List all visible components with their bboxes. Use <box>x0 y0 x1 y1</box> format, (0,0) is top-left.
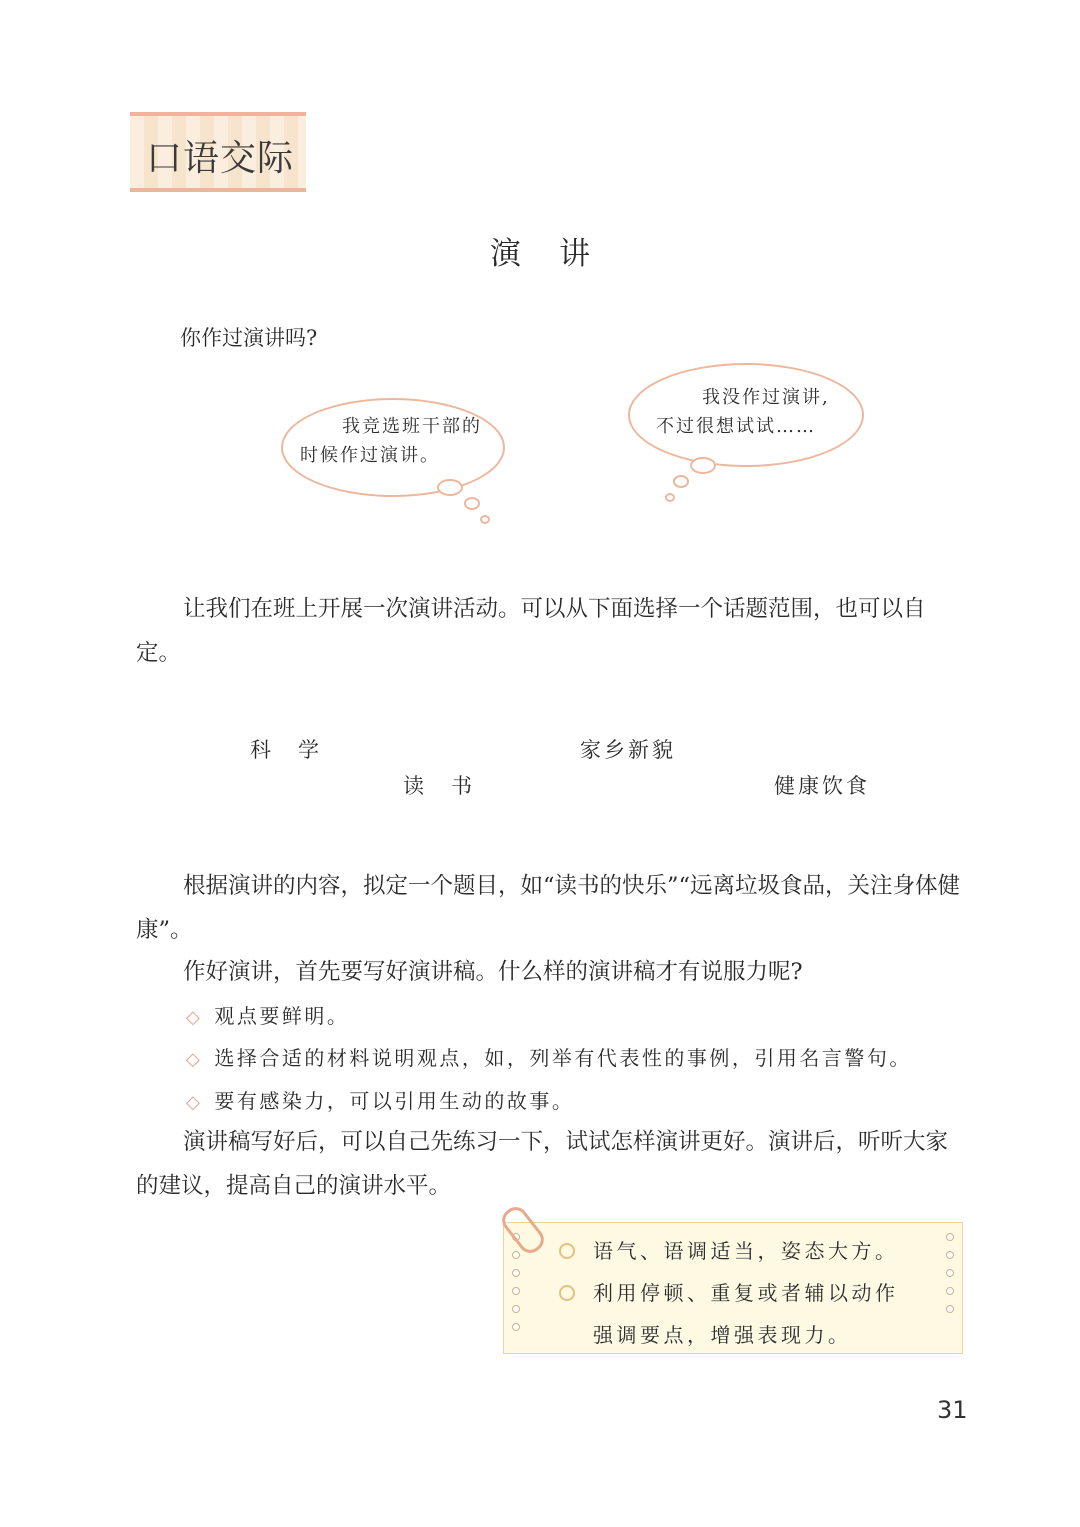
topic-science: 科 学 <box>250 738 322 762</box>
tips-note <box>503 1222 963 1354</box>
paragraph-4: 演讲稿写好后，可以自己先练习一下，试试怎样演讲更好。演讲后，听听大家的建议，提高自己的演讲水平。 <box>136 1129 949 1199</box>
bubble-right-line1: 我没作过演讲, <box>702 387 830 408</box>
ring-bullet-icon <box>559 1243 575 1259</box>
tip-item-continued: 强调要点，增强表现力。 <box>593 1323 852 1347</box>
bullet-item: ◇ 要有感染力，可以引用生动的故事。 <box>186 1089 575 1113</box>
bullet-item: ◇ 观点要鲜明。 <box>186 1004 350 1028</box>
bubble-dot <box>665 493 675 502</box>
diamond-icon: ◇ <box>186 1092 203 1113</box>
bubble-left-line1: 我竞选班干部的 <box>342 416 482 437</box>
bubble-dot <box>464 497 480 510</box>
topic-healthy-diet: 健康饮食 <box>774 774 870 798</box>
topic-reading: 读 书 <box>403 774 475 798</box>
diamond-icon: ◇ <box>186 1007 203 1028</box>
paragraph-2: 根据演讲的内容，拟定一个题目，如“读书的快乐”“远离垃圾食品，关注身体健康”。 <box>136 873 961 943</box>
bullet-item: ◇ 选择合适的材料说明观点，如，列举有代表性的事例，引用名言警句。 <box>186 1046 912 1070</box>
bubble-dot <box>690 457 716 474</box>
tip-item: 利用停顿、重复或者辅以动作 <box>559 1277 899 1306</box>
ring-bullet-icon <box>559 1285 575 1301</box>
section-banner <box>130 112 306 192</box>
diamond-icon: ◇ <box>186 1049 203 1070</box>
paragraph-1: 让我们在班上开展一次演讲活动。可以从下面选择一个话题范围，也可以自定。 <box>136 596 926 666</box>
note-holes-right <box>946 1233 954 1313</box>
tip-item: 语气、语调适当，姿态大方。 <box>559 1235 899 1264</box>
bubble-left-line2: 时候作过演讲。 <box>300 445 440 466</box>
section-label: 口语交际 <box>146 138 295 179</box>
note-holes-left <box>512 1233 520 1331</box>
paragraph-3: 作好演讲，首先要写好演讲稿。什么样的演讲稿才有说服力呢? <box>183 959 803 985</box>
bubble-right-line2: 不过很想试试…… <box>656 416 816 437</box>
page-number: 31 <box>937 1396 968 1424</box>
bubble-dot <box>480 515 490 524</box>
intro-question: 你作过演讲吗? <box>180 326 318 350</box>
topic-hometown: 家乡新貌 <box>580 738 676 762</box>
bubble-dot <box>437 479 463 496</box>
page-title: 演讲 <box>490 236 628 272</box>
bubble-dot <box>673 475 689 488</box>
